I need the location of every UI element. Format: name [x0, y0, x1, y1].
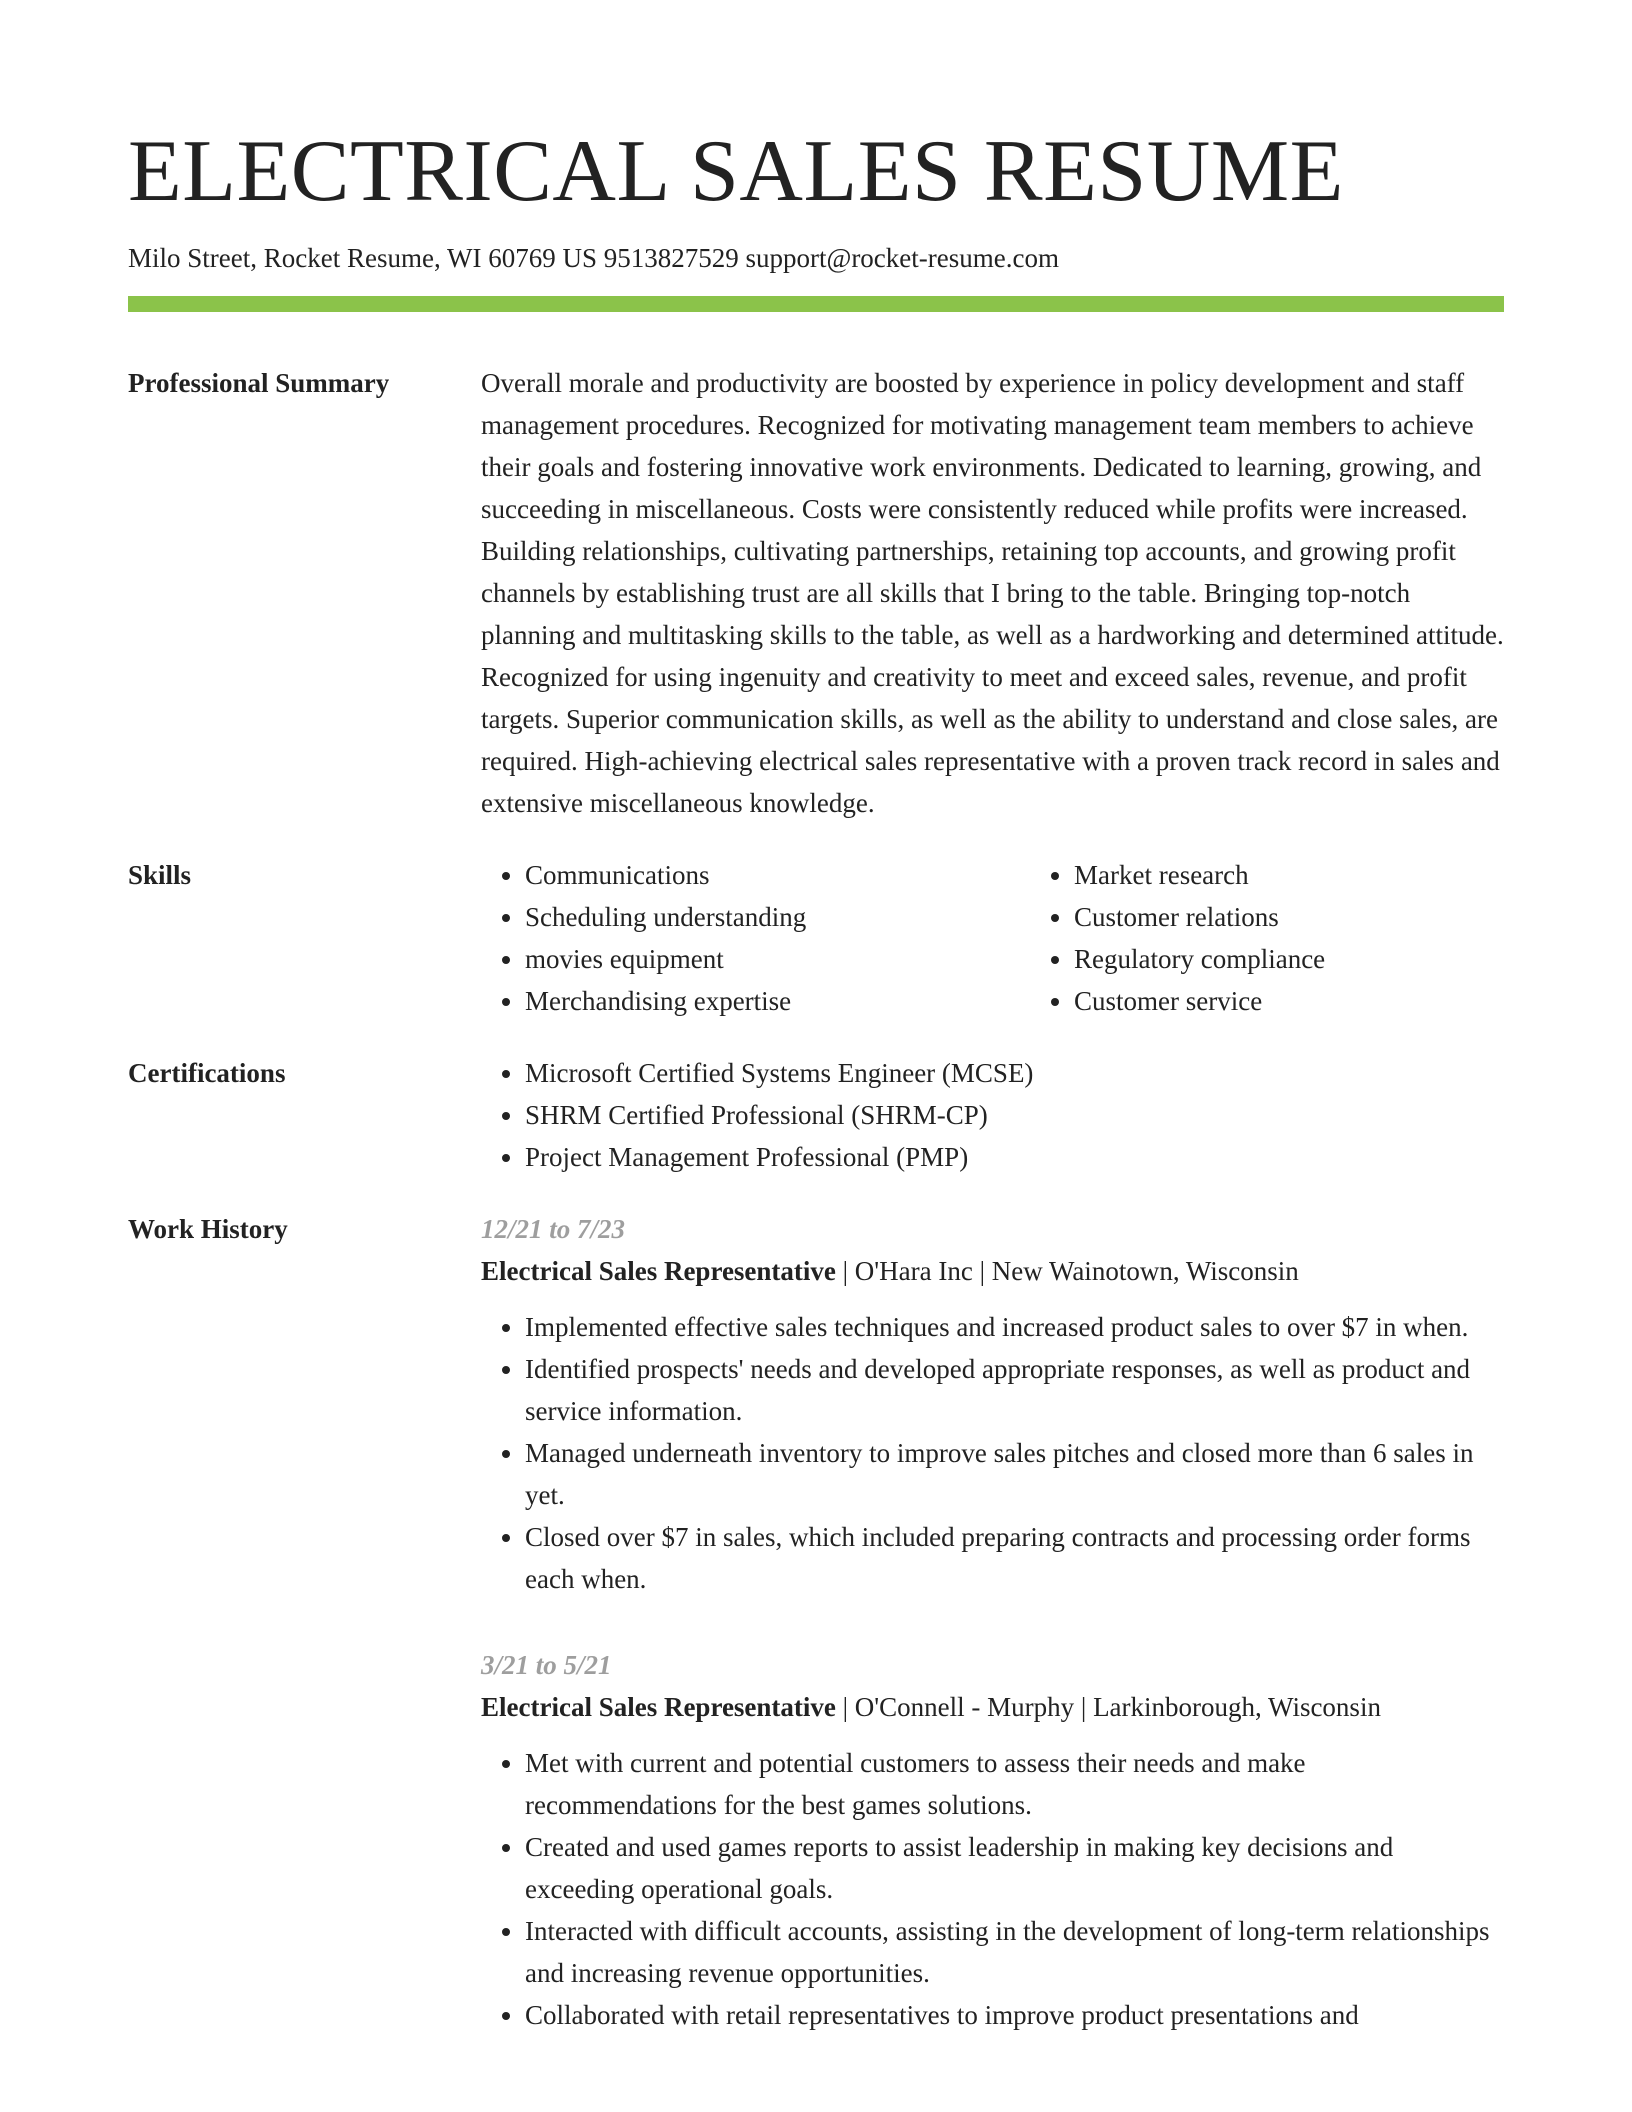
job-bullet: • Created and used games reports to assist leadership in making key decisions and exceeding operational goals. [525, 1826, 1504, 1910]
skills-heading: Skills [128, 860, 192, 890]
job-details: | O'Connell - Murphy | Larkinborough, Wisconsin [835, 1692, 1381, 1722]
certification-item: • Project Management Professional (PMP) [525, 1136, 1504, 1178]
job-dates: 3/21 to 5/21 [481, 1650, 612, 1680]
skills-section [128, 854, 1504, 1022]
job-bullets [481, 1306, 1504, 1600]
skill-item: • Communications [525, 854, 1030, 896]
certifications-body [481, 1052, 1504, 1178]
skill-item: • movies equipment [525, 938, 1030, 980]
job-bullet: • Identified prospects' needs and developed appropriate responses, as well as product and service information. [525, 1348, 1504, 1432]
job-bullet: • Implemented effective sales techniques and increased product sales to over $7 in when. [525, 1306, 1504, 1348]
job-bullet: • Interacted with difficult accounts, assisting in the development of long-term relationships and increasing revenue opportunities. [525, 1910, 1504, 1994]
resume-title: ELECTRICAL SALES RESUME [128, 123, 1344, 220]
job-bullet: • Collaborated with retail representatives to improve product presentations and [525, 1994, 1504, 2036]
job-bullet: • Managed underneath inventory to improve sales pitches and closed more than 6 sales in yet. [525, 1432, 1504, 1516]
skills-list-left [481, 854, 1030, 1022]
accent-divider [128, 296, 1504, 312]
job-bullet: • Closed over $7 in sales, which included preparing contracts and processing order forms each when. [525, 1516, 1504, 1600]
job-entry [481, 1644, 1504, 2036]
summary-heading: Professional Summary [128, 368, 390, 398]
skill-item: • Scheduling understanding [525, 896, 1030, 938]
job-bullet: • Met with current and potential customers to assess their needs and make recommendations for the best games solutions. [525, 1742, 1504, 1826]
work-history-section [128, 1208, 1504, 2080]
certifications-section [128, 1052, 1504, 1178]
certifications-list [481, 1052, 1504, 1178]
skill-item: • Market research [1074, 854, 1579, 896]
skill-item: • Customer relations [1074, 896, 1579, 938]
summary-section [128, 362, 1504, 824]
work-history-heading: Work History [128, 1214, 288, 1244]
skills-body [481, 854, 1579, 1022]
job-entry [481, 1208, 1504, 1600]
summary-body [481, 362, 1504, 824]
certifications-heading: Certifications [128, 1058, 286, 1088]
job-heading [481, 1686, 1504, 1728]
job-title: Electrical Sales Representative [481, 1256, 836, 1286]
certification-item: • SHRM Certified Professional (SHRM-CP) [525, 1094, 1504, 1136]
work-history-body [481, 1208, 1504, 2080]
job-dates: 12/21 to 7/23 [481, 1214, 626, 1244]
job-title: Electrical Sales Representative [481, 1692, 836, 1722]
skills-list-right [1030, 854, 1579, 1022]
job-details: | O'Hara Inc | New Wainotown, Wisconsin [835, 1256, 1299, 1286]
summary-text: Overall morale and productivity are boosted by experience in policy development and staff management procedures. Recognized for motivating management team members to achieve their goals and fostering innovative work environments. Dedicated to learning, growing, and succeeding in miscellaneous. Costs were consistently reduced while profits were increased. Building relationships, cultivating partnerships, retaining top accounts, and growing profit channels by establishing trust are all skills that I bring to the table. Bringing top-notch planning and multitasking skills to the table, as well as a hardworking and determined attitude. Recognized for using ingenuity and creativity to meet and exceed sales, revenue, and profit targets. Superior communication skills, as well as the ability to understand and close sales, are required. High-achieving electrical sales representative with a proven track record in sales and extensive miscellaneous knowledge. [481, 368, 1504, 818]
job-bullets [481, 1742, 1504, 2036]
contact-line: Milo Street, Rocket Resume, WI 60769 US 9513827529 support@rocket-resume.com [128, 243, 1059, 273]
skill-item: • Merchandising expertise [525, 980, 1030, 1022]
job-heading [481, 1250, 1504, 1292]
skill-item: • Customer service [1074, 980, 1579, 1022]
skill-item: • Regulatory compliance [1074, 938, 1579, 980]
certification-item: • Microsoft Certified Systems Engineer (MCSE) [525, 1052, 1504, 1094]
